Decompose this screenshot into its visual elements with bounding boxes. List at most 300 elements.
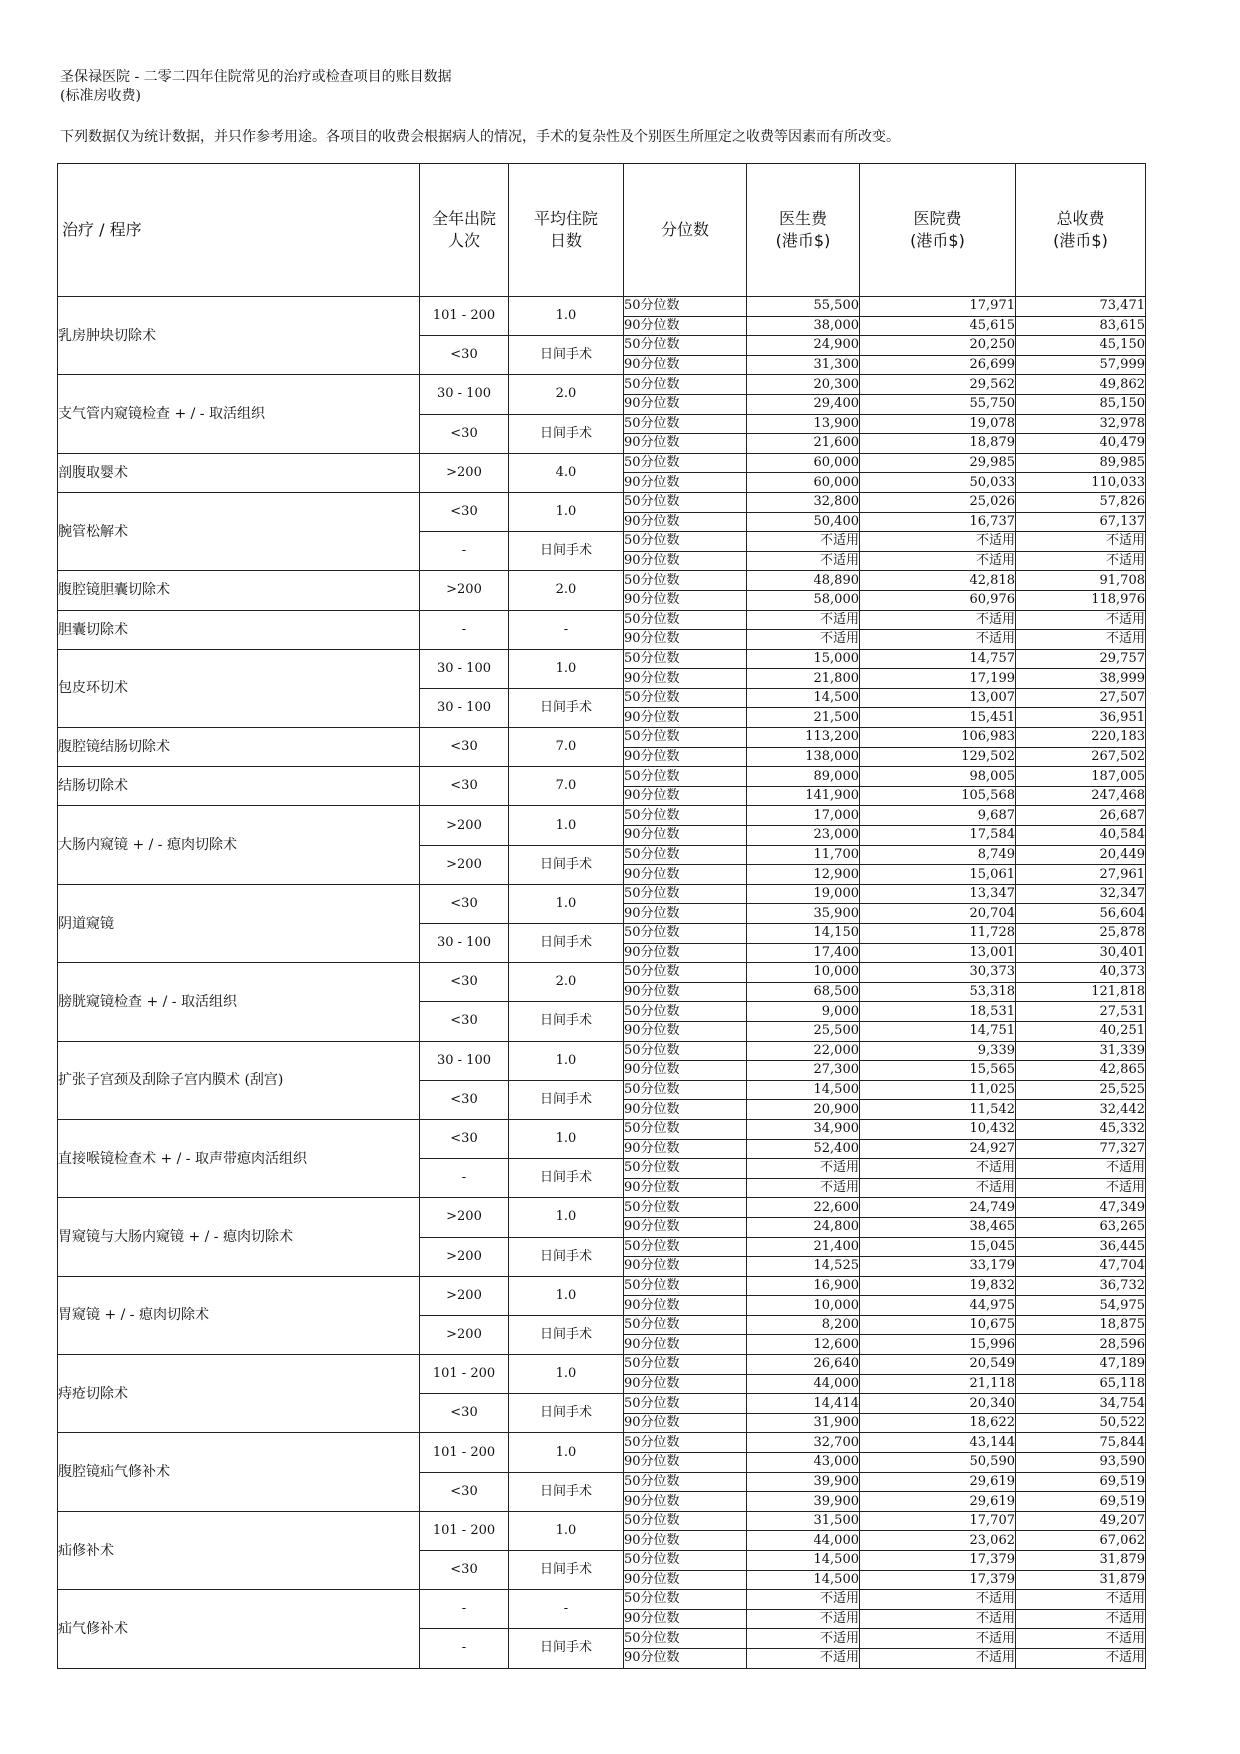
annual-discharges: -	[420, 532, 509, 571]
average-length-of-stay: 日间手术	[509, 1551, 624, 1590]
total-fee: 36,445	[1016, 1237, 1146, 1257]
percentile-label: 50分位数	[624, 492, 747, 512]
percentile-label: 90分位数	[624, 669, 747, 689]
average-length-of-stay: 7.0	[509, 728, 624, 767]
procedure-name: 胃窥镜 + / - 瘜肉切除术	[58, 1276, 420, 1354]
average-length-of-stay: 日间手术	[509, 1159, 624, 1198]
total-fee: 121,818	[1016, 982, 1146, 1002]
hospital-fee: 18,622	[860, 1413, 1016, 1433]
doctor-fee: 89,000	[747, 767, 860, 787]
percentile-label: 50分位数	[624, 1472, 747, 1492]
total-fee: 85,150	[1016, 394, 1146, 414]
hospital-fee: 10,432	[860, 1119, 1016, 1139]
annual-discharges: 101 - 200	[420, 1511, 509, 1550]
total-fee: 69,519	[1016, 1472, 1146, 1492]
doctor-fee: 20,300	[747, 375, 860, 395]
doctor-fee: 32,800	[747, 492, 860, 512]
doctor-fee: 113,200	[747, 728, 860, 748]
percentile-label: 50分位数	[624, 884, 747, 904]
total-fee: 不适用	[1016, 1590, 1146, 1610]
doctor-fee: 31,900	[747, 1413, 860, 1433]
percentile-label: 90分位数	[624, 1413, 747, 1433]
total-fee: 31,879	[1016, 1570, 1146, 1590]
doctor-fee: 14,500	[747, 688, 860, 708]
percentile-label: 90分位数	[624, 1374, 747, 1394]
average-length-of-stay: 日间手术	[509, 1080, 624, 1119]
hospital-fee: 29,619	[860, 1472, 1016, 1492]
total-fee: 28,596	[1016, 1335, 1146, 1355]
doctor-fee: 27,300	[747, 1061, 860, 1081]
hospital-fee: 24,749	[860, 1198, 1016, 1218]
doctor-fee: 29,400	[747, 394, 860, 414]
average-length-of-stay: 2.0	[509, 375, 624, 414]
percentile-label: 90分位数	[624, 1257, 747, 1277]
table-row	[58, 1119, 1146, 1139]
table-header-row	[58, 164, 1146, 297]
table-row	[58, 375, 1146, 395]
annual-discharges: <30	[420, 963, 509, 1002]
percentile-label: 90分位数	[624, 1492, 747, 1512]
doctor-fee: 138,000	[747, 747, 860, 767]
total-fee: 36,951	[1016, 708, 1146, 728]
doctor-fee: 48,890	[747, 571, 860, 591]
doctor-fee: 68,500	[747, 982, 860, 1002]
doctor-fee: 21,500	[747, 708, 860, 728]
average-length-of-stay: 1.0	[509, 1119, 624, 1158]
total-fee: 50,522	[1016, 1413, 1146, 1433]
annual-discharges: <30	[420, 728, 509, 767]
doctor-fee: 50,400	[747, 512, 860, 532]
doctor-fee: 26,640	[747, 1355, 860, 1375]
hospital-fee: 17,379	[860, 1551, 1016, 1571]
hospital-fee: 45,615	[860, 316, 1016, 336]
header-doctor-fee	[747, 164, 860, 297]
doctor-fee: 15,000	[747, 649, 860, 669]
procedure-name: 腹腔镜疝气修补术	[58, 1433, 420, 1511]
total-fee: 27,507	[1016, 688, 1146, 708]
hospital-fee: 14,751	[860, 1021, 1016, 1041]
total-fee: 247,468	[1016, 786, 1146, 806]
annual-discharges: 30 - 100	[420, 688, 509, 727]
hospital-fee: 不适用	[860, 630, 1016, 650]
percentile-label: 90分位数	[624, 1335, 747, 1355]
percentile-label: 50分位数	[624, 1276, 747, 1296]
hospital-fee: 不适用	[860, 1609, 1016, 1629]
procedure-name: 腕管松解术	[58, 492, 420, 570]
total-fee: 220,183	[1016, 728, 1146, 748]
percentile-label: 50分位数	[624, 336, 747, 356]
percentile-label: 50分位数	[624, 1080, 747, 1100]
percentile-label: 90分位数	[624, 590, 747, 610]
procedure-name: 腹腔镜结肠切除术	[58, 728, 420, 767]
doctor-fee: 31,500	[747, 1511, 860, 1531]
header-hospital-line2: (港币$)	[910, 231, 965, 250]
hospital-fee: 不适用	[860, 532, 1016, 552]
hospital-fee: 17,379	[860, 1570, 1016, 1590]
hospital-fee: 16,737	[860, 512, 1016, 532]
percentile-label: 50分位数	[624, 1237, 747, 1257]
hospital-fee: 23,062	[860, 1531, 1016, 1551]
doctor-fee: 21,800	[747, 669, 860, 689]
header-total-line2: (港币$)	[1053, 231, 1108, 250]
doctor-fee: 8,200	[747, 1315, 860, 1335]
total-fee: 32,442	[1016, 1100, 1146, 1120]
hospital-fee: 20,549	[860, 1355, 1016, 1375]
hospital-fee: 29,985	[860, 453, 1016, 473]
total-fee: 67,137	[1016, 512, 1146, 532]
percentile-label: 50分位数	[624, 375, 747, 395]
total-fee: 20,449	[1016, 845, 1146, 865]
percentile-label: 90分位数	[624, 982, 747, 1002]
table-row	[58, 1355, 1146, 1375]
total-fee: 187,005	[1016, 767, 1146, 787]
procedure-name: 胆囊切除术	[58, 610, 420, 649]
average-length-of-stay: -	[509, 1590, 624, 1629]
total-fee: 40,584	[1016, 826, 1146, 846]
procedure-name: 疝气修补术	[58, 1590, 420, 1668]
percentile-label: 90分位数	[624, 747, 747, 767]
hospital-fee: 15,451	[860, 708, 1016, 728]
total-fee: 77,327	[1016, 1139, 1146, 1159]
total-fee: 26,687	[1016, 806, 1146, 826]
doctor-fee: 32,700	[747, 1433, 860, 1453]
average-length-of-stay: 1.0	[509, 1276, 624, 1315]
total-fee: 75,844	[1016, 1433, 1146, 1453]
doctor-fee: 21,400	[747, 1237, 860, 1257]
average-length-of-stay: 1.0	[509, 297, 624, 336]
hospital-fee: 不适用	[860, 1159, 1016, 1179]
doctor-fee: 44,000	[747, 1374, 860, 1394]
percentile-label: 50分位数	[624, 453, 747, 473]
total-fee: 57,999	[1016, 355, 1146, 375]
procedure-name: 结肠切除术	[58, 767, 420, 806]
annual-discharges: <30	[420, 492, 509, 531]
percentile-label: 50分位数	[624, 610, 747, 630]
total-fee: 不适用	[1016, 1609, 1146, 1629]
percentile-label: 50分位数	[624, 1198, 747, 1218]
hospital-fee: 33,179	[860, 1257, 1016, 1277]
annual-discharges: -	[420, 1159, 509, 1198]
total-fee: 30,401	[1016, 943, 1146, 963]
percentile-label: 50分位数	[624, 1629, 747, 1649]
hospital-fee: 19,832	[860, 1276, 1016, 1296]
average-length-of-stay: 日间手术	[509, 1315, 624, 1354]
doctor-fee: 22,600	[747, 1198, 860, 1218]
table-row	[58, 728, 1146, 748]
percentile-label: 50分位数	[624, 1394, 747, 1414]
table-row	[58, 806, 1146, 826]
annual-discharges: <30	[420, 414, 509, 453]
doctor-fee: 38,000	[747, 316, 860, 336]
percentile-label: 50分位数	[624, 297, 747, 317]
total-fee: 63,265	[1016, 1217, 1146, 1237]
hospital-fee: 38,465	[860, 1217, 1016, 1237]
hospital-fee: 11,542	[860, 1100, 1016, 1120]
hospital-fee: 15,045	[860, 1237, 1016, 1257]
average-length-of-stay: 日间手术	[509, 1237, 624, 1276]
procedure-name: 扩张子宫颈及刮除子宫内膜术 (刮宫)	[58, 1041, 420, 1119]
title-line-2: (标准房收费)	[60, 88, 141, 104]
percentile-label: 90分位数	[624, 826, 747, 846]
average-length-of-stay: 日间手术	[509, 336, 624, 375]
hospital-fee: 53,318	[860, 982, 1016, 1002]
average-length-of-stay: 日间手术	[509, 1472, 624, 1511]
procedure-name: 大肠内窥镜 + / - 瘜肉切除术	[58, 806, 420, 884]
doctor-fee: 39,900	[747, 1472, 860, 1492]
total-fee: 不适用	[1016, 551, 1146, 571]
total-fee: 47,189	[1016, 1355, 1146, 1375]
hospital-fee: 18,531	[860, 1002, 1016, 1022]
percentile-label: 90分位数	[624, 1570, 747, 1590]
hospital-fee: 18,879	[860, 434, 1016, 454]
procedure-name: 疝修补术	[58, 1511, 420, 1589]
average-length-of-stay: 1.0	[509, 492, 624, 531]
hospital-fee: 13,001	[860, 943, 1016, 963]
doctor-fee: 10,000	[747, 1296, 860, 1316]
percentile-label: 50分位数	[624, 571, 747, 591]
hospital-fee: 8,749	[860, 845, 1016, 865]
total-fee: 83,615	[1016, 316, 1146, 336]
percentile-label: 50分位数	[624, 1590, 747, 1610]
total-fee: 不适用	[1016, 1648, 1146, 1668]
table-row	[58, 297, 1146, 317]
table-row	[58, 1590, 1146, 1610]
total-fee: 56,604	[1016, 904, 1146, 924]
hospital-fee: 15,061	[860, 865, 1016, 885]
doctor-fee: 17,000	[747, 806, 860, 826]
average-length-of-stay: 1.0	[509, 1433, 624, 1472]
annual-discharges: -	[420, 610, 509, 649]
average-length-of-stay: 1.0	[509, 1511, 624, 1550]
doctor-fee: 不适用	[747, 630, 860, 650]
hospital-fee: 24,927	[860, 1139, 1016, 1159]
doctor-fee: 17,400	[747, 943, 860, 963]
header-los-line1: 平均住院	[533, 209, 598, 228]
doctor-fee: 25,500	[747, 1021, 860, 1041]
average-length-of-stay: 2.0	[509, 963, 624, 1002]
hospital-fee: 15,565	[860, 1061, 1016, 1081]
total-fee: 49,207	[1016, 1511, 1146, 1531]
percentile-label: 90分位数	[624, 1178, 747, 1198]
doctor-fee: 19,000	[747, 884, 860, 904]
annual-discharges: >200	[420, 1315, 509, 1354]
hospital-fee: 55,750	[860, 394, 1016, 414]
percentile-label: 90分位数	[624, 786, 747, 806]
total-fee: 93,590	[1016, 1453, 1146, 1473]
hospital-fee: 11,728	[860, 924, 1016, 944]
doctor-fee: 不适用	[747, 610, 860, 630]
table-row	[58, 453, 1146, 473]
annual-discharges: <30	[420, 336, 509, 375]
doctor-fee: 141,900	[747, 786, 860, 806]
fee-table	[57, 163, 1146, 1669]
doctor-fee: 58,000	[747, 590, 860, 610]
annual-discharges: 30 - 100	[420, 649, 509, 688]
doctor-fee: 12,600	[747, 1335, 860, 1355]
doctor-fee: 11,700	[747, 845, 860, 865]
doctor-fee: 13,900	[747, 414, 860, 434]
total-fee: 18,875	[1016, 1315, 1146, 1335]
hospital-fee: 9,339	[860, 1041, 1016, 1061]
annual-discharges: -	[420, 1590, 509, 1629]
doctor-fee: 22,000	[747, 1041, 860, 1061]
percentile-label: 50分位数	[624, 1355, 747, 1375]
average-length-of-stay: 日间手术	[509, 1629, 624, 1668]
percentile-label: 50分位数	[624, 1119, 747, 1139]
hospital-fee: 26,699	[860, 355, 1016, 375]
disclaimer-note: 下列数据仅为统计数据，并只作参考用途。各项目的收费会根据病人的情况，手术的复杂性及个别医生所厘定之收费等因素而有所改变。	[60, 129, 900, 145]
average-length-of-stay: 2.0	[509, 571, 624, 610]
hospital-fee: 14,757	[860, 649, 1016, 669]
doctor-fee: 52,400	[747, 1139, 860, 1159]
doctor-fee: 34,900	[747, 1119, 860, 1139]
header-discharges-line2: 人次	[447, 231, 480, 250]
average-length-of-stay: 日间手术	[509, 688, 624, 727]
percentile-label: 90分位数	[624, 904, 747, 924]
annual-discharges: >200	[420, 1198, 509, 1237]
hospital-fee: 不适用	[860, 1648, 1016, 1668]
percentile-label: 50分位数	[624, 414, 747, 434]
percentile-label: 50分位数	[624, 1551, 747, 1571]
page-title	[60, 68, 452, 106]
doctor-fee: 不适用	[747, 1629, 860, 1649]
hospital-fee: 19,078	[860, 414, 1016, 434]
hospital-fee: 13,007	[860, 688, 1016, 708]
annual-discharges: 30 - 100	[420, 924, 509, 963]
percentile-label: 50分位数	[624, 1511, 747, 1531]
annual-discharges: 101 - 200	[420, 1355, 509, 1394]
doctor-fee: 不适用	[747, 1178, 860, 1198]
percentile-label: 90分位数	[624, 943, 747, 963]
hospital-fee: 9,687	[860, 806, 1016, 826]
table-row	[58, 1198, 1146, 1218]
percentile-label: 90分位数	[624, 512, 747, 532]
table-row	[58, 1511, 1146, 1531]
hospital-fee: 21,118	[860, 1374, 1016, 1394]
table-row	[58, 610, 1146, 630]
annual-discharges: >200	[420, 1276, 509, 1315]
doctor-fee: 14,500	[747, 1080, 860, 1100]
table-row	[58, 767, 1146, 787]
hospital-fee: 10,675	[860, 1315, 1016, 1335]
total-fee: 40,373	[1016, 963, 1146, 983]
average-length-of-stay: 1.0	[509, 1355, 624, 1394]
hospital-fee: 17,707	[860, 1511, 1016, 1531]
title-line-1: 圣保禄医院 - 二零二四年住院常见的治疗或检查项目的账目数据	[60, 69, 452, 85]
total-fee: 91,708	[1016, 571, 1146, 591]
total-fee: 不适用	[1016, 1178, 1146, 1198]
average-length-of-stay: 日间手术	[509, 924, 624, 963]
total-fee: 29,757	[1016, 649, 1146, 669]
hospital-fee: 20,250	[860, 336, 1016, 356]
percentile-label: 90分位数	[624, 355, 747, 375]
total-fee: 47,704	[1016, 1257, 1146, 1277]
hospital-fee: 13,347	[860, 884, 1016, 904]
doctor-fee: 9,000	[747, 1002, 860, 1022]
average-length-of-stay: 1.0	[509, 1198, 624, 1237]
doctor-fee: 不适用	[747, 1609, 860, 1629]
annual-discharges: >200	[420, 571, 509, 610]
average-length-of-stay: 日间手术	[509, 532, 624, 571]
total-fee: 27,531	[1016, 1002, 1146, 1022]
hospital-fee: 25,026	[860, 492, 1016, 512]
doctor-fee: 23,000	[747, 826, 860, 846]
total-fee: 42,865	[1016, 1061, 1146, 1081]
total-fee: 38,999	[1016, 669, 1146, 689]
total-fee: 32,978	[1016, 414, 1146, 434]
average-length-of-stay: -	[509, 610, 624, 649]
hospital-fee: 29,562	[860, 375, 1016, 395]
percentile-label: 90分位数	[624, 1139, 747, 1159]
percentile-label: 50分位数	[624, 532, 747, 552]
doctor-fee: 55,500	[747, 297, 860, 317]
annual-discharges: <30	[420, 1551, 509, 1590]
doctor-fee: 60,000	[747, 473, 860, 493]
table-row	[58, 1276, 1146, 1296]
percentile-label: 50分位数	[624, 963, 747, 983]
total-fee: 34,754	[1016, 1394, 1146, 1414]
table-row	[58, 649, 1146, 669]
header-discharges	[420, 164, 509, 297]
hospital-fee: 30,373	[860, 963, 1016, 983]
total-fee: 267,502	[1016, 747, 1146, 767]
percentile-label: 90分位数	[624, 551, 747, 571]
table-row	[58, 884, 1146, 904]
total-fee: 27,961	[1016, 865, 1146, 885]
percentile-label: 90分位数	[624, 630, 747, 650]
annual-discharges: <30	[420, 884, 509, 923]
average-length-of-stay: 日间手术	[509, 1394, 624, 1433]
total-fee: 54,975	[1016, 1296, 1146, 1316]
hospital-fee: 不适用	[860, 1629, 1016, 1649]
hospital-fee: 不适用	[860, 610, 1016, 630]
average-length-of-stay: 1.0	[509, 1041, 624, 1080]
annual-discharges: <30	[420, 1119, 509, 1158]
total-fee: 45,150	[1016, 336, 1146, 356]
doctor-fee: 31,300	[747, 355, 860, 375]
percentile-label: 50分位数	[624, 1433, 747, 1453]
total-fee: 40,251	[1016, 1021, 1146, 1041]
hospital-fee: 129,502	[860, 747, 1016, 767]
procedure-name: 剖腹取婴术	[58, 453, 420, 492]
doctor-fee: 不适用	[747, 532, 860, 552]
total-fee: 40,479	[1016, 434, 1146, 454]
annual-discharges: <30	[420, 1472, 509, 1511]
percentile-label: 90分位数	[624, 1648, 747, 1668]
percentile-label: 90分位数	[624, 1531, 747, 1551]
percentile-label: 90分位数	[624, 1453, 747, 1473]
percentile-label: 90分位数	[624, 1100, 747, 1120]
total-fee: 31,879	[1016, 1551, 1146, 1571]
doctor-fee: 不适用	[747, 1648, 860, 1668]
doctor-fee: 60,000	[747, 453, 860, 473]
average-length-of-stay: 日间手术	[509, 845, 624, 884]
annual-discharges: >200	[420, 845, 509, 884]
percentile-label: 50分位数	[624, 924, 747, 944]
total-fee: 不适用	[1016, 1629, 1146, 1649]
procedure-name: 阴道窥镜	[58, 884, 420, 962]
percentile-label: 90分位数	[624, 434, 747, 454]
hospital-fee: 不适用	[860, 551, 1016, 571]
doctor-fee: 39,900	[747, 1492, 860, 1512]
hospital-fee: 44,975	[860, 1296, 1016, 1316]
procedure-name: 直接喉镜检查术 + / - 取声带瘜肉活组织	[58, 1119, 420, 1197]
hospital-fee: 29,619	[860, 1492, 1016, 1512]
hospital-fee: 105,568	[860, 786, 1016, 806]
total-fee: 45,332	[1016, 1119, 1146, 1139]
percentile-label: 50分位数	[624, 845, 747, 865]
annual-discharges: 101 - 200	[420, 1433, 509, 1472]
